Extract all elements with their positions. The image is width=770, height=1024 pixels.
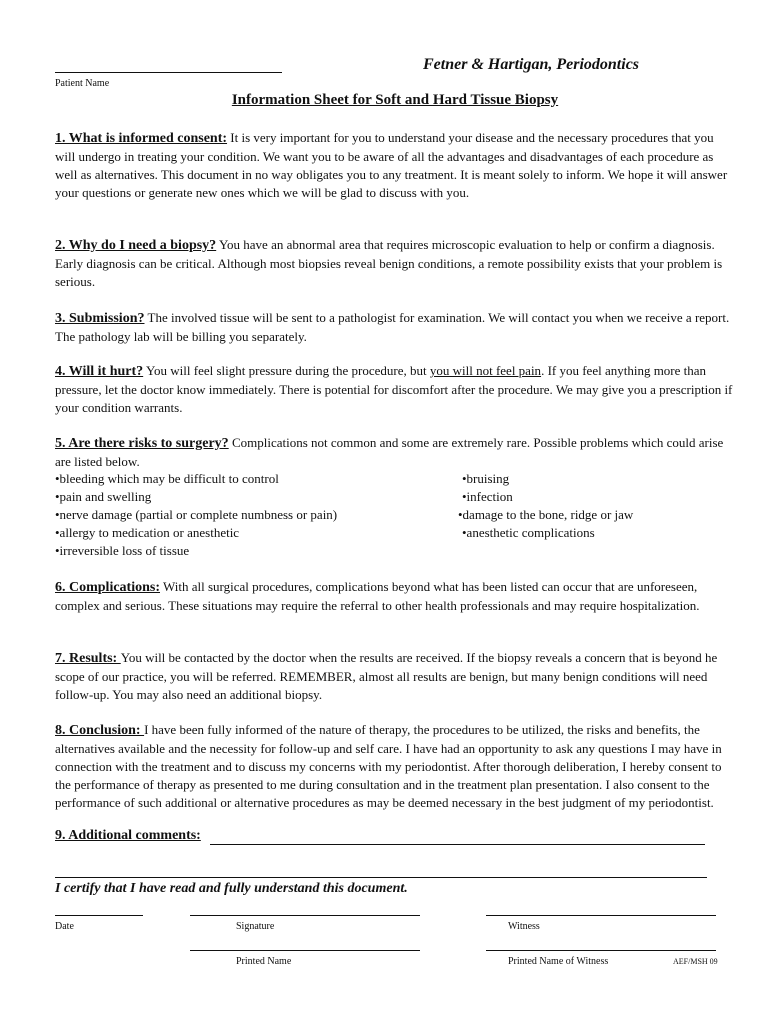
section-body: I have been fully informed of the nature of therapy, the procedures to be utilized, the risks and benefits, the alternatives available and the necessity for follow-up and self care. I have had an opportunity to ask any questions I may have in connection with the treatment and to discuss my concerns with my periodontist. After thorough deliberation, I hereby consent to the performance of therapy as presented to me during consultation and in the treatment plan presentation. I also consent to the performance of such additional or alternative procedures as may be deemed necessary in the best judgment of my periodontist. — [55, 722, 722, 810]
form-code: AEF/MSH 09 — [673, 957, 718, 966]
section-informed-consent — [55, 129, 735, 202]
risk-item: •bleeding which may be difficult to control — [55, 471, 279, 486]
section-results — [55, 649, 735, 704]
date-line[interactable] — [55, 915, 143, 916]
comments-line-2[interactable] — [55, 877, 707, 878]
firm-name: Fetner & Hartigan, Periodontics — [423, 56, 640, 73]
risk-item: •anesthetic complications — [462, 525, 595, 540]
section-body: It is very important for you to understand your disease and the necessary procedures that you will undergo in treating your condition. We want you to be aware of all the advantages and disadvantages of each procedure as well as alternatives. This document in no way obligates you to any treatment. It is meant solely to inform. We hope it will answer your questions or generate new ones which we will be glad to discuss with you. — [55, 130, 728, 200]
section-heading: 8. Conclusion: — [55, 723, 145, 738]
risk-item: •pain and swelling — [55, 489, 152, 504]
certify-statement: I certify that I have read and fully understand this document. — [55, 881, 408, 896]
section-risks — [55, 434, 735, 471]
section-body: The involved tissue will be sent to a pathologist for examination. We will contact you when we receive a report. The pathology lab will be billing you separately. — [55, 310, 730, 344]
section-body: You will be contacted by the doctor when the results are received. If the biopsy reveals a concern that is beyond he scope of our practice, you will be referred. REMEMBER, almost all results are benign, but many benign conditions will need follow-up. You may also need an additional biopsy. — [55, 650, 718, 702]
printed-name-label: Printed Name — [236, 956, 292, 967]
risk-item: •damage to the bone, ridge or jaw — [458, 507, 634, 522]
section-body-emphasis: you will not feel pain — [429, 363, 542, 378]
section-conclusion — [55, 721, 735, 812]
section-complications — [55, 578, 735, 615]
additional-comments-label: 9. Additional comments: — [55, 828, 201, 843]
date-label: Date — [55, 921, 74, 932]
section-heading: 4. Will it hurt? — [55, 364, 144, 379]
comments-line-1[interactable] — [210, 844, 705, 845]
printed-witness-label: Printed Name of Witness — [508, 956, 609, 967]
section-will-it-hurt — [55, 362, 735, 417]
section-body: Complications not common and some are extremely rare. Possible problems which could arise are listed below. — [55, 435, 724, 469]
risk-item: •allergy to medication or anesthetic — [55, 525, 240, 540]
section-body: . If you feel anything more than pressure, let the doctor know immediately. There is potential for discomfort after the procedure. We may give you a prescription if your condition warrants. — [55, 363, 733, 415]
section-heading: 1. What is informed consent: — [55, 131, 228, 146]
section-heading: 2. Why do I need a biopsy? — [55, 238, 217, 253]
printed-name-line[interactable] — [190, 950, 420, 951]
page-title: Information Sheet for Soft and Hard Tissue Biopsy — [231, 92, 559, 108]
section-submission — [55, 309, 735, 346]
risk-item: •irreversible loss of tissue — [55, 543, 190, 558]
section-body: You will feel slight pressure during the procedure, but — [143, 363, 430, 378]
section-heading: 5. Are there risks to surgery? — [55, 436, 229, 451]
section-heading: 7. Results: — [55, 651, 121, 666]
signature-line[interactable] — [190, 915, 420, 916]
witness-label: Witness — [508, 921, 540, 932]
risk-item: •nerve damage (partial or complete numbness or pain) — [55, 507, 338, 522]
section-body: You have an abnormal area that requires microscopic evaluation to help or confirm a diagnosis. Early diagnosis can be critical. Although most biopsies reveal benign conditions, a remote possibility exists that your problem is serious. — [55, 237, 723, 289]
section-body: With all surgical procedures, complications beyond what has been listed can occur that are unforeseen, complex and serious. These situations may require the referral to other health professionals and may require hospitalization. — [55, 579, 700, 613]
risk-item: •bruising — [462, 471, 510, 486]
patient-name-line[interactable] — [55, 72, 282, 73]
risk-item: •infection — [462, 489, 513, 504]
patient-name-label: Patient Name — [55, 78, 110, 89]
section-heading: 6. Complications: — [55, 580, 160, 595]
section-why-biopsy — [55, 236, 735, 291]
signature-label: Signature — [236, 921, 275, 932]
witness-line[interactable] — [486, 915, 716, 916]
printed-witness-line[interactable] — [486, 950, 716, 951]
section-heading: 3. Submission? — [55, 311, 145, 326]
